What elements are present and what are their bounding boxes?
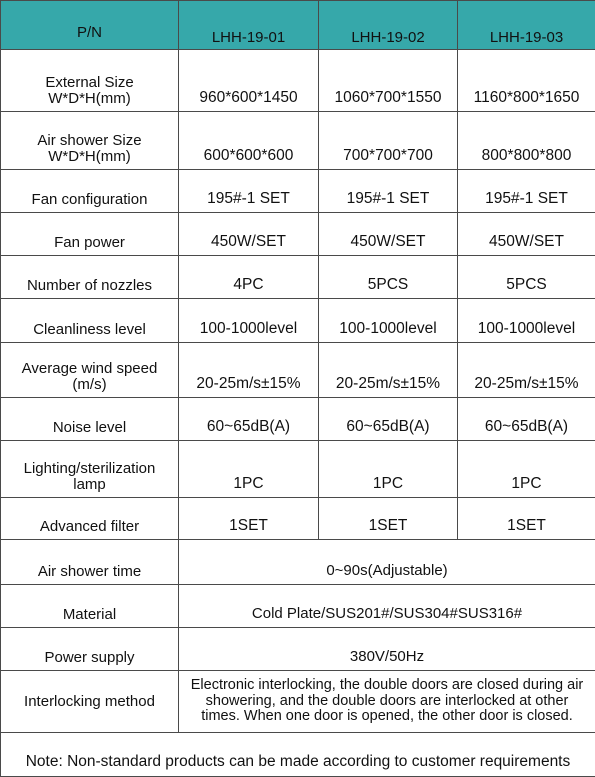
table-row (1, 441, 595, 498)
table-row (1, 50, 595, 112)
row-label (1, 50, 179, 112)
row-value: 4PC (179, 256, 319, 299)
table-row (1, 112, 595, 170)
interlocking-description (179, 671, 595, 733)
row-value: 5PCS (458, 256, 595, 299)
row-value: 1060*700*1550 (319, 50, 458, 112)
row-value: 60~65dB(A) (319, 398, 458, 441)
row-value: 450W/SET (179, 213, 319, 256)
row-label: Interlocking method (1, 671, 179, 733)
table-row (1, 398, 595, 441)
row-label-line: Lighting/sterilization (23, 460, 156, 478)
table-row (1, 540, 595, 585)
row-label: Material (1, 585, 179, 628)
row-label: Air shower time (1, 540, 179, 585)
interlocking-line: times. When one door is opened, the other door is closed. (201, 708, 573, 725)
row-value: 60~65dB(A) (179, 398, 319, 441)
row-label: Cleanliness level (1, 299, 179, 343)
row-value: 380V/50Hz (179, 628, 595, 671)
row-label-line: (m/s) (72, 376, 107, 394)
header-model-2: LHH-19-02 (319, 1, 458, 50)
row-label: Number of nozzles (1, 256, 179, 299)
table-row (1, 299, 595, 343)
table-row (1, 343, 595, 398)
row-label: Fan power (1, 213, 179, 256)
interlocking-line: Electronic interlocking, the double doors are closed during air (190, 676, 584, 693)
row-value: 700*700*700 (319, 112, 458, 170)
row-label-line: External Size (45, 74, 134, 92)
header-row (1, 1, 595, 50)
row-value: 195#-1 SET (319, 170, 458, 213)
row-value: 960*600*1450 (179, 50, 319, 112)
row-value: 600*600*600 (179, 112, 319, 170)
row-value: 1PC (179, 441, 319, 498)
table-row (1, 213, 595, 256)
row-value: 1SET (179, 498, 319, 540)
row-label: Power supply (1, 628, 179, 671)
row-label-line: W*D*H(mm) (48, 90, 131, 108)
row-value: 100-1000level (458, 299, 595, 343)
table-row (1, 256, 595, 299)
header-pn: P/N (1, 1, 179, 50)
row-value: 1SET (458, 498, 595, 540)
row-value: 1PC (458, 441, 595, 498)
footer-note: Note: Non-standard products can be made according to customer requirements (1, 733, 595, 777)
row-label-line: Average wind speed (21, 360, 158, 378)
row-label: Fan configuration (1, 170, 179, 213)
row-value: 1160*800*1650 (458, 50, 595, 112)
row-value: 800*800*800 (458, 112, 595, 170)
row-value: 100-1000level (319, 299, 458, 343)
row-value: 0~90s(Adjustable) (179, 540, 595, 585)
row-value: Cold Plate/SUS201#/SUS304#SUS316# (179, 585, 595, 628)
row-value: 20-25m/s±15% (319, 343, 458, 398)
row-value: 100-1000level (179, 299, 319, 343)
table-row (1, 498, 595, 540)
row-value: 450W/SET (458, 213, 595, 256)
table-row (1, 585, 595, 628)
row-label: Advanced filter (1, 498, 179, 540)
row-value: 20-25m/s±15% (179, 343, 319, 398)
row-label-line: Air shower Size (37, 132, 142, 150)
row-value: 1PC (319, 441, 458, 498)
row-label-line: W*D*H(mm) (48, 148, 131, 166)
row-value: 5PCS (319, 256, 458, 299)
interlocking-line: showering, and the double doors are interlocked at other (205, 692, 569, 709)
table-row (1, 170, 595, 213)
header-model-3: LHH-19-03 (458, 1, 595, 50)
row-value: 450W/SET (319, 213, 458, 256)
header-model-1: LHH-19-01 (179, 1, 319, 50)
row-label (1, 343, 179, 398)
row-value: 60~65dB(A) (458, 398, 595, 441)
row-label: Noise level (1, 398, 179, 441)
table-row (1, 628, 595, 671)
row-value: 195#-1 SET (179, 170, 319, 213)
note-row (1, 733, 595, 777)
table-row (1, 671, 595, 733)
row-label (1, 441, 179, 498)
row-value: 195#-1 SET (458, 170, 595, 213)
row-label-line: lamp (73, 476, 106, 494)
row-label (1, 112, 179, 170)
row-value: 20-25m/s±15% (458, 343, 595, 398)
row-value: 1SET (319, 498, 458, 540)
